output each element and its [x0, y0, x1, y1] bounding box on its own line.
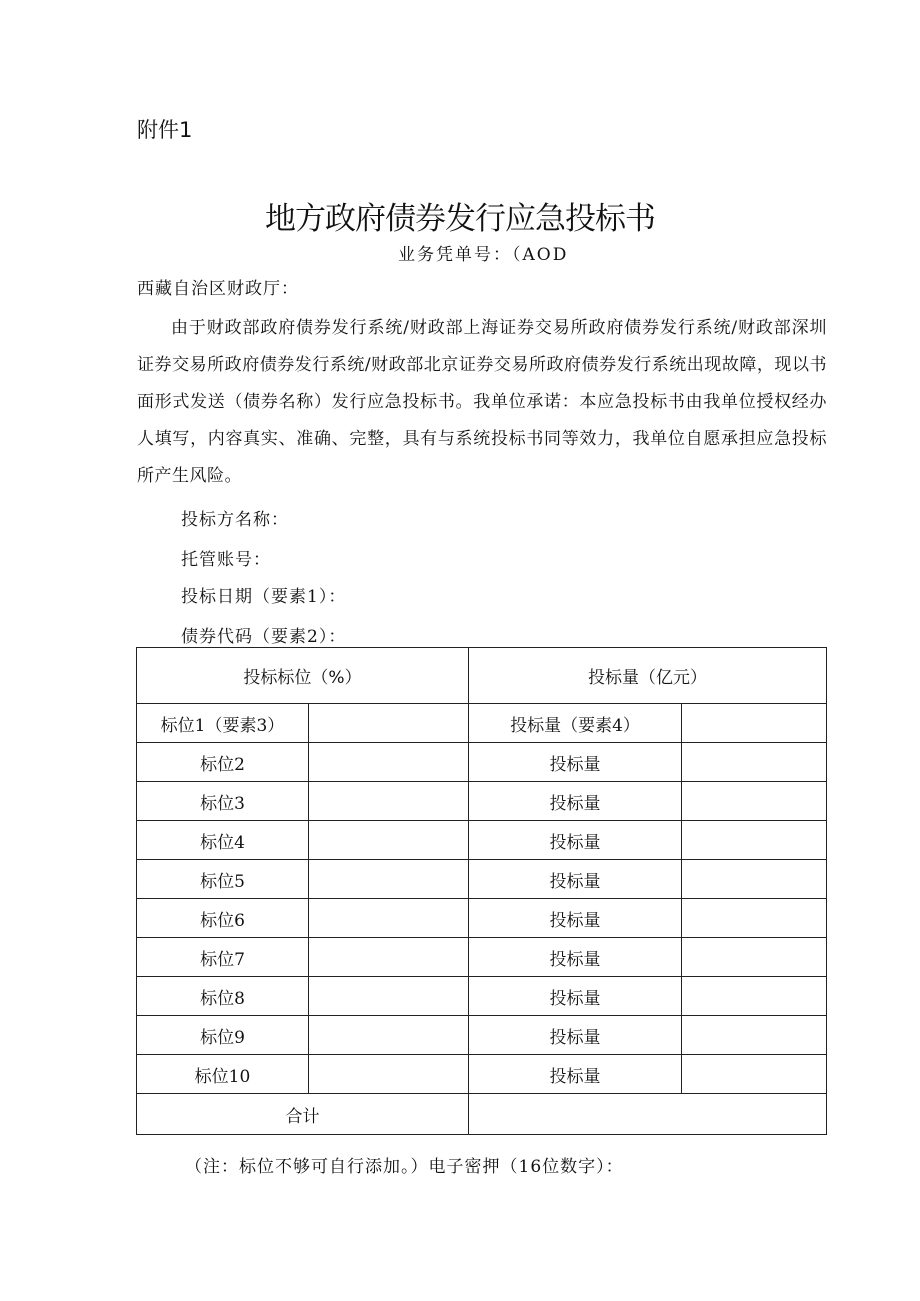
bidder-name-label: 投标方名称：	[181, 510, 289, 530]
amount-input-cell[interactable]	[682, 782, 827, 821]
amount-label: 投标量	[469, 938, 682, 977]
rate-input-cell[interactable]	[309, 977, 469, 1016]
amount-label: 投标量	[469, 743, 682, 782]
amount-label: 投标量	[469, 782, 682, 821]
amount-input-cell[interactable]	[682, 938, 827, 977]
table-row	[137, 704, 827, 743]
rate-label: 标位6	[137, 899, 309, 938]
amount-input-cell[interactable]	[682, 1055, 827, 1094]
table-row	[137, 782, 827, 821]
total-label: 合计	[137, 1094, 469, 1135]
header-amount: 投标量（亿元）	[469, 648, 827, 704]
table-row	[137, 938, 827, 977]
total-row	[137, 1094, 827, 1135]
bond-code-label: 债券代码（要素2）：	[181, 627, 347, 647]
rate-label: 标位1（要素3）	[137, 704, 309, 743]
rate-input-cell[interactable]	[309, 743, 469, 782]
header-rate: 投标标位（%）	[137, 648, 469, 704]
table-row	[137, 821, 827, 860]
rate-input-cell[interactable]	[309, 1055, 469, 1094]
amount-input-cell[interactable]	[682, 860, 827, 899]
amount-input-cell[interactable]	[682, 899, 827, 938]
document-title: 地方政府债券发行应急投标书	[265, 201, 655, 237]
rate-input-cell[interactable]	[309, 860, 469, 899]
rate-input-cell[interactable]	[309, 821, 469, 860]
amount-input-cell[interactable]	[682, 821, 827, 860]
table-row	[137, 977, 827, 1016]
custody-account-label: 托管账号：	[181, 550, 271, 570]
bid-date-label: 投标日期（要素1）：	[181, 587, 347, 607]
amount-label: 投标量	[469, 1016, 682, 1055]
amount-label: 投标量	[469, 860, 682, 899]
total-value-cell[interactable]	[469, 1094, 827, 1135]
rate-label: 标位2	[137, 743, 309, 782]
rate-input-cell[interactable]	[309, 899, 469, 938]
amount-label: 投标量（要素4）	[469, 704, 682, 743]
amount-label: 投标量	[469, 821, 682, 860]
rate-input-cell[interactable]	[309, 938, 469, 977]
rate-input-cell[interactable]	[309, 704, 469, 743]
rate-label: 标位9	[137, 1016, 309, 1055]
amount-input-cell[interactable]	[682, 704, 827, 743]
rate-label: 标位10	[137, 1055, 309, 1094]
table-header-row	[137, 648, 827, 704]
rate-label: 标位7	[137, 938, 309, 977]
footnote: （注：标位不够可自行添加。）电子密押（16位数字）：	[185, 1157, 624, 1177]
rate-input-cell[interactable]	[309, 782, 469, 821]
rate-input-cell[interactable]	[309, 1016, 469, 1055]
addressee: 西藏自治区财政厅：	[137, 279, 299, 299]
amount-input-cell[interactable]	[682, 1016, 827, 1055]
table-row	[137, 860, 827, 899]
amount-input-cell[interactable]	[682, 743, 827, 782]
rate-label: 标位3	[137, 782, 309, 821]
rate-label: 标位4	[137, 821, 309, 860]
amount-input-cell[interactable]	[682, 977, 827, 1016]
table-row	[137, 743, 827, 782]
table-row	[137, 899, 827, 938]
amount-label: 投标量	[469, 899, 682, 938]
body-paragraph: 由于财政部政府债券发行系统/财政部上海证券交易所政府债券发行系统/财政部深圳证券交易所政府债券发行系统/财政部北京证券交易所政府债券发行系统出现故障，现以书面形式发送（债券名称）发行应急投标书。我单位承诺：本应急投标书由我单位授权经办人填写，内容真实、准确、完整，具有与系统投标书同等效力，我单位自愿承担应急投标所产生风险。	[137, 318, 827, 486]
table-row	[137, 1016, 827, 1055]
bid-table	[136, 647, 827, 1135]
voucher-number: 业务凭单号：（AOD	[398, 245, 569, 265]
rate-label: 标位5	[137, 860, 309, 899]
amount-label: 投标量	[469, 1055, 682, 1094]
table-row	[137, 1055, 827, 1094]
attachment-label: 附件1	[137, 118, 193, 142]
amount-label: 投标量	[469, 977, 682, 1016]
rate-label: 标位8	[137, 977, 309, 1016]
